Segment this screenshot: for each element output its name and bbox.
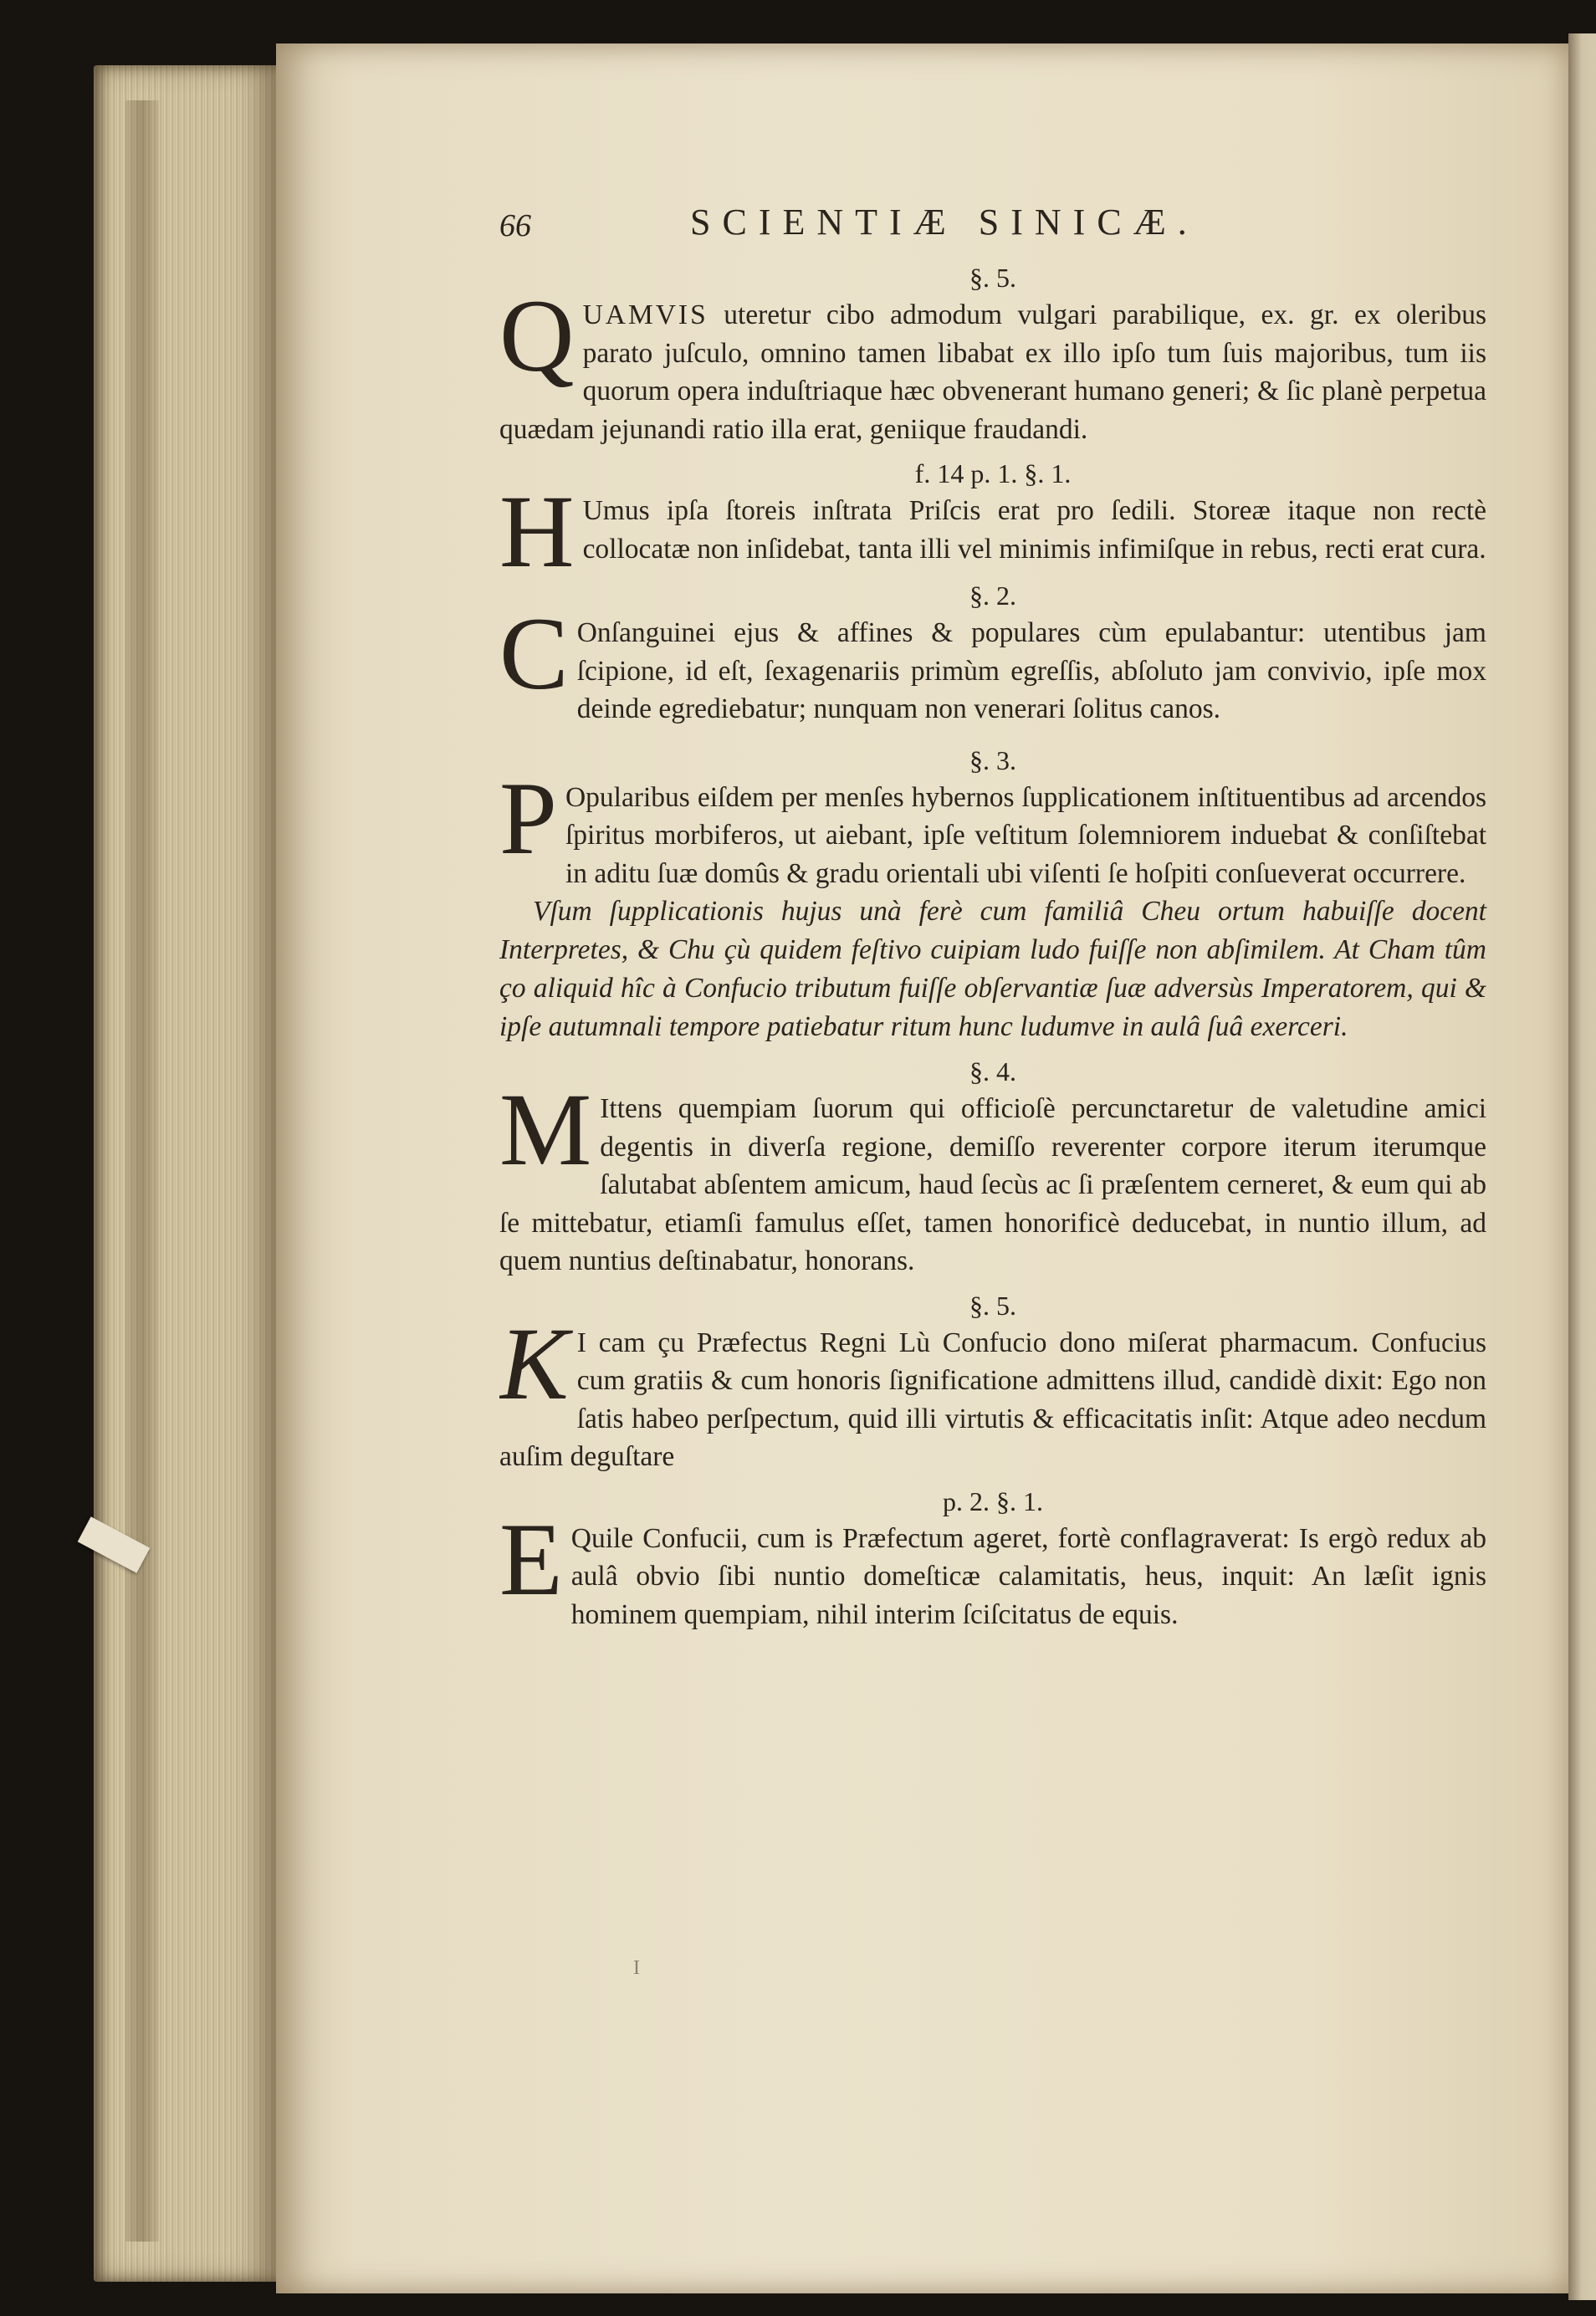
paragraph-text: uteretur cibo admodum vulgari parabilique, ex. gr. ex oleribus parato juſculo, omnino tamen libabat ex illo ipſo tum ſuis majoribus, tum iis quorum opera induſtriaque hæc obvenerant humano generi; & ſic planè perpetua quædam jejunandi ratio illa erat, geniique fraudandi. (499, 299, 1486, 445)
running-title: SCIENTIÆ SINICÆ. (690, 202, 1199, 243)
paragraph-text: I cam çu Præfectus Regni Lù Confucio dono miſerat pharmacum. Confucius cum gratiis & cum honoris ſignificatione admittens illud, candidè dixit: Ego non ſatis habeo perſpectum, quid illi virtutis & efficacitatis inſit: Atque adeo necdum auſim deguſtare (499, 1327, 1486, 1472)
paragraph-text: Umus ipſa ſtoreis inſtrata Priſcis erat pro ſedili. Storeæ itaque non rectè collocatæ non inſidebat, tanta illi vel minimis infimiſque in rebus, recti erat cura. (582, 495, 1486, 565)
drop-cap: Q (499, 296, 575, 393)
book-page-edges (94, 65, 276, 2282)
section-heading: §. 5. (969, 263, 1016, 293)
drop-cap: M (499, 1090, 592, 1187)
section-paragraph (499, 1324, 1486, 1476)
section-paragraph (499, 296, 1486, 448)
paragraph-text: Quile Confucii, cum is Præfectum ageret, fortè conflagraverat: Is ergò redux ab aulâ obvio ſibi nuntio domeſticæ calamitatis, heus, inquit: An læſit ignis hominem quempiam, nihil interim ſciſcitatus de equis. (570, 1522, 1486, 1630)
section-heading: p. 2. §. 1. (943, 1485, 1043, 1516)
drop-cap: P (499, 778, 557, 876)
lead-word: UAMVIS (582, 299, 708, 330)
commentary-note: Vſum ſupplicationis hujus unà ferè cum familiâ Cheu ortum habuiſſe docent Interpretes, & Chu çù quidem feſtivo cuipiam ludo fuiſſe non abſimilem. At Cham tûm ço aliquid hîc à Confucio tributum fuiſſe obſervantiæ ſuæ adversùs Imperatorem, qui & ipſe autumnali tempore patiebatur ritum hunc ludumve in aulâ ſuâ exerceri. (499, 896, 1486, 1042)
page-mark: I (633, 1957, 640, 1979)
section-heading: §. 3. (969, 744, 1016, 775)
section-paragraph (499, 1520, 1486, 1634)
drop-cap: H (499, 492, 575, 570)
page-edges-shadow (125, 100, 159, 2242)
section-paragraph (499, 1090, 1486, 1281)
drop-cap: E (499, 1519, 563, 1617)
section-heading: §. 5. (969, 1290, 1016, 1321)
drop-cap: C (499, 614, 569, 711)
section-paragraph (499, 614, 1486, 729)
drop-cap: K (499, 1323, 569, 1421)
section-paragraph (499, 779, 1486, 893)
paragraph-text: Ittens quempiam ſuorum qui officioſè percunctaretur de valetudine amici degentis in diverſa regione, demiſſo reverenter corpore iterum iterumque ſalutabat abſentem amicum, haud ſecùs ac ſi præſentem cerneret, & eum qui ab ſe mittebatur, etiamſi famulus eſſet, tamen honorificè deducebat, in nuntio illum, ad quem nuntius deſtinabatur, honorans. (499, 1093, 1486, 1276)
running-head (499, 201, 1486, 259)
paragraph-text: Onſanguinei ejus & affines & populares cùm epulabantur: utentibus jam ſcipione, id eſt, ſexagenariis primùm egreſſis, abſoluto jam convivio, ipſe mox deinde egrediebatur; nunquam non venerari ſolitus canos. (576, 617, 1486, 724)
page-text-block (499, 201, 1486, 1633)
section-heading: f. 14 p. 1. §. 1. (914, 458, 1072, 488)
facing-page-edge (1568, 33, 1596, 2300)
paragraph-text: Opularibus eiſdem per menſes hybernos ſupplicationem inſtituentibus ad arcendos ſpiritus morbiferos, ut aiebant, ipſe veſtitum ſolemniorem induebat & conſiſtebat in aditu ſuæ domûs & gradu orientali ubi viſenti ſe hoſpiti conſueverat occurrere. (565, 781, 1486, 889)
section-heading: §. 2. (969, 580, 1016, 611)
page-number: 66 (499, 208, 531, 243)
section-paragraph (499, 492, 1486, 570)
section-heading: §. 4. (969, 1056, 1016, 1086)
